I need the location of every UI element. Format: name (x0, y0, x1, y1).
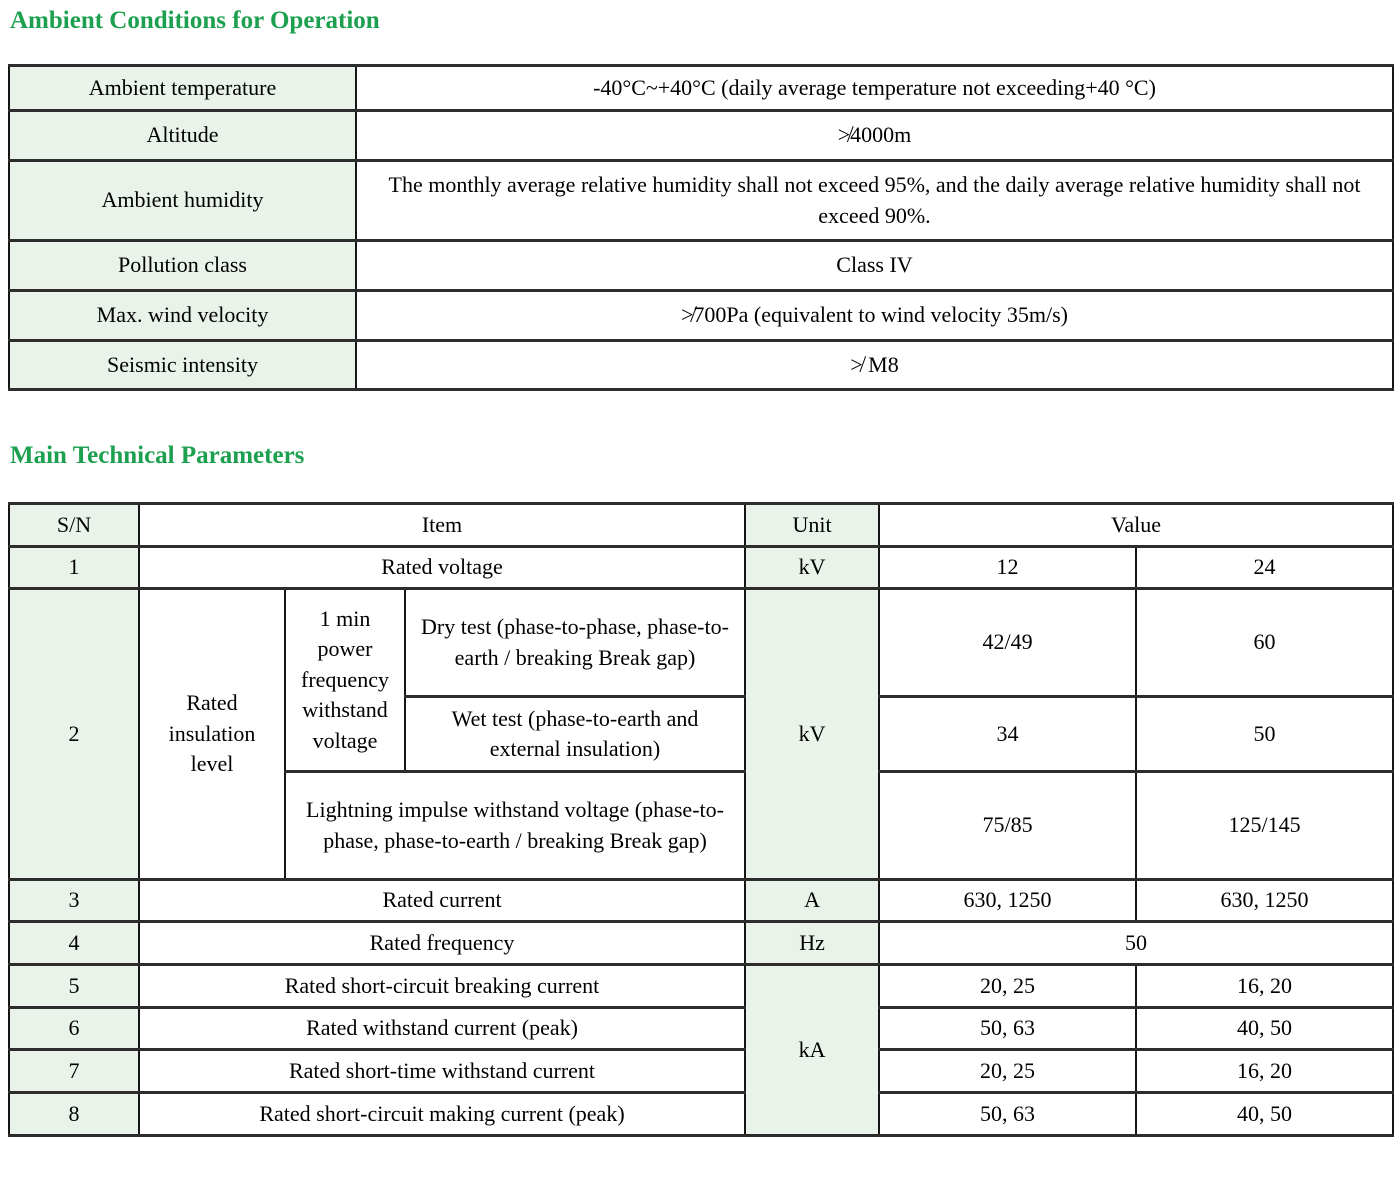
table-row (9, 1050, 1393, 1093)
value-24kv: 40, 50 (1136, 1008, 1393, 1050)
ambient-label-wind-velocity: Max. wind velocity (9, 291, 356, 341)
ambient-value-wind-velocity: ≯700Pa (equivalent to wind velocity 35m/s) (356, 291, 1393, 341)
sn-cell: 1 (9, 547, 139, 589)
value-24kv: 40, 50 (1136, 1093, 1393, 1136)
value-12kv: 12 (879, 547, 1136, 589)
main-technical-parameters-table (8, 502, 1394, 1137)
item-rated-insulation-level: Rated insulation level (139, 589, 285, 880)
item-wet-test: Wet test (phase-to-earth and external insulation) (405, 697, 745, 772)
value-24kv: 16, 20 (1136, 965, 1393, 1008)
table-row (9, 241, 1393, 291)
item-rated-voltage: Rated voltage (139, 547, 745, 589)
header-item: Item (139, 504, 745, 547)
table-row (9, 341, 1393, 390)
sn-cell: 6 (9, 1008, 139, 1050)
unit-cell: kA (745, 965, 879, 1136)
value-12kv: 50, 63 (879, 1093, 1136, 1136)
table-row (9, 922, 1393, 965)
table-row (9, 589, 1393, 697)
table-row (9, 66, 1393, 111)
sn-cell: 2 (9, 589, 139, 880)
ambient-value-pollution-class: Class IV (356, 241, 1393, 291)
sn-cell: 3 (9, 880, 139, 922)
value-12kv: 20, 25 (879, 965, 1136, 1008)
item-power-frequency-withstand-voltage: 1 min power frequency withstand voltage (285, 589, 405, 772)
value-12kv: 42/49 (879, 589, 1136, 697)
table-row (9, 1008, 1393, 1050)
item-rated-short-time-withstand-current: Rated short-time withstand current (139, 1050, 745, 1093)
value-12kv: 34 (879, 697, 1136, 772)
value-12kv: 630, 1250 (879, 880, 1136, 922)
table-row (9, 1093, 1393, 1136)
item-rated-short-circuit-breaking-current: Rated short-circuit breaking current (139, 965, 745, 1008)
item-rated-short-circuit-making-current-peak: Rated short-circuit making current (peak) (139, 1093, 745, 1136)
value-12kv: 20, 25 (879, 1050, 1136, 1093)
ambient-label-altitude: Altitude (9, 111, 356, 161)
header-value: Value (879, 504, 1393, 547)
table-row (9, 880, 1393, 922)
item-rated-current: Rated current (139, 880, 745, 922)
unit-cell: Hz (745, 922, 879, 965)
value-12kv: 75/85 (879, 772, 1136, 880)
value-24kv: 16, 20 (1136, 1050, 1393, 1093)
value-24kv: 60 (1136, 589, 1393, 697)
value-24kv: 24 (1136, 547, 1393, 589)
table-row (9, 291, 1393, 341)
sn-cell: 7 (9, 1050, 139, 1093)
unit-cell: A (745, 880, 879, 922)
value-24kv: 630, 1250 (1136, 880, 1393, 922)
item-dry-test: Dry test (phase-to-phase, phase-to-earth / breaking Break gap) (405, 589, 745, 697)
table-row (9, 111, 1393, 161)
unit-cell: kV (745, 547, 879, 589)
unit-cell: kV (745, 589, 879, 880)
item-rated-withstand-current-peak: Rated withstand current (peak) (139, 1008, 745, 1050)
value-shared: 50 (879, 922, 1393, 965)
ambient-label-pollution-class: Pollution class (9, 241, 356, 291)
table-row (9, 547, 1393, 589)
section-title-ambient-conditions: Ambient Conditions for Operation (10, 7, 380, 34)
table-header-row (9, 504, 1393, 547)
header-unit: Unit (745, 504, 879, 547)
ambient-value-humidity: The monthly average relative humidity shall not exceed 95%, and the daily average relative humidity shall not exceed 90%. (356, 161, 1393, 241)
sn-cell: 5 (9, 965, 139, 1008)
header-sn: S/N (9, 504, 139, 547)
section-title-main-technical-parameters: Main Technical Parameters (10, 442, 305, 469)
ambient-label-temperature: Ambient temperature (9, 66, 356, 111)
ambient-conditions-table (8, 64, 1394, 391)
sn-cell: 4 (9, 922, 139, 965)
value-12kv: 50, 63 (879, 1008, 1136, 1050)
sn-cell: 8 (9, 1093, 139, 1136)
item-lightning-impulse-withstand-voltage: Lightning impulse withstand voltage (phase-to-phase, phase-to-earth / breaking Break gap) (285, 772, 745, 880)
ambient-label-seismic-intensity: Seismic intensity (9, 341, 356, 390)
value-24kv: 50 (1136, 697, 1393, 772)
ambient-value-altitude: ≯4000m (356, 111, 1393, 161)
ambient-label-humidity: Ambient humidity (9, 161, 356, 241)
ambient-value-seismic-intensity: ≯ M8 (356, 341, 1393, 390)
item-rated-frequency: Rated frequency (139, 922, 745, 965)
table-row (9, 161, 1393, 241)
table-row (9, 965, 1393, 1008)
value-24kv: 125/145 (1136, 772, 1393, 880)
ambient-value-temperature: -40°C~+40°C (daily average temperature not exceeding+40 °C) (356, 66, 1393, 111)
